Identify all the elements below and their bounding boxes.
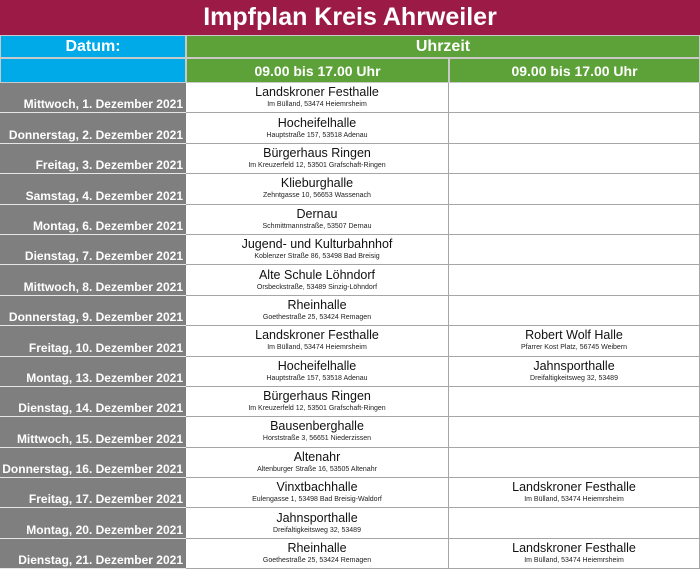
location-cell-col1 xyxy=(186,357,449,387)
location-address: Hauptstraße 157, 53518 Adenau xyxy=(266,374,368,382)
date-cell: Dienstag, 7. Dezember 2021 xyxy=(0,235,186,265)
location-cell-col2 xyxy=(449,539,700,569)
location-cell-col2 xyxy=(449,144,700,174)
location-address: Dreifaltigkeitsweg 32, 53489 xyxy=(273,526,361,534)
location-cell-col1 xyxy=(186,265,449,295)
location-cell-col2 xyxy=(449,265,700,295)
location-cell-col2 xyxy=(449,508,700,538)
table-row xyxy=(0,478,700,508)
location-address: Orsbeckstraße, 53489 Sinzig-Löhndorf xyxy=(256,283,378,291)
location-address: Altenburger Straße 16, 53505 Altenahr xyxy=(257,465,377,473)
location-cell-col2 xyxy=(449,478,700,508)
location-name: Landskroner Festhalle xyxy=(512,480,636,495)
location-name: Landskroner Festhalle xyxy=(255,85,379,100)
location-name: Alte Schule Löhndorf xyxy=(258,267,376,282)
location-name: Vinxtbachhalle xyxy=(276,480,358,495)
time-column-1-header: 09.00 bis 17.00 Uhr xyxy=(186,58,449,83)
location-name: Hocheifelhalle xyxy=(277,115,357,130)
location-cell-col2 xyxy=(449,174,700,204)
date-cell: Mittwoch, 15. Dezember 2021 xyxy=(0,417,186,447)
date-cell: Freitag, 17. Dezember 2021 xyxy=(0,478,186,508)
location-name: Bürgerhaus Ringen xyxy=(263,389,371,404)
location-cell-col2 xyxy=(449,113,700,143)
datum-header: Datum: xyxy=(0,35,186,58)
location-address: Goethestraße 25, 53424 Remagen xyxy=(262,557,372,565)
location-cell-col2 xyxy=(449,235,700,265)
location-cell-col1 xyxy=(186,417,449,447)
location-cell-col2 xyxy=(449,205,700,235)
datum-subheader xyxy=(0,58,186,83)
location-cell-col1 xyxy=(186,174,449,204)
table-row xyxy=(0,265,700,295)
table-row xyxy=(0,144,700,174)
location-name: Bausenberghalle xyxy=(270,419,364,434)
location-cell-col1 xyxy=(186,539,449,569)
location-name: Jugend- und Kulturbahnhof xyxy=(241,237,393,252)
location-address: Koblenzer Straße 86, 53498 Bad Breisig xyxy=(254,253,380,261)
table-row xyxy=(0,508,700,538)
location-name: Rheinhalle xyxy=(287,541,347,556)
location-name: Landskroner Festhalle xyxy=(512,541,636,556)
date-cell: Donnerstag, 16. Dezember 2021 xyxy=(0,448,186,478)
location-address: Hauptstraße 157, 53518 Adenau xyxy=(266,131,368,139)
table-row xyxy=(0,539,700,569)
location-address: Im Bülland, 53474 Heiemrsheim xyxy=(267,344,367,352)
schedule-table xyxy=(0,83,700,569)
date-cell: Freitag, 10. Dezember 2021 xyxy=(0,326,186,356)
date-cell: Mittwoch, 8. Dezember 2021 xyxy=(0,265,186,295)
location-address: Schmittmannstraße, 53507 Dernau xyxy=(262,222,372,230)
location-cell-col1 xyxy=(186,508,449,538)
location-name: Altenahr xyxy=(293,449,341,464)
date-cell: Donnerstag, 2. Dezember 2021 xyxy=(0,113,186,143)
location-name: Bürgerhaus Ringen xyxy=(263,145,371,160)
location-cell-col1 xyxy=(186,83,449,113)
location-name: Landskroner Festhalle xyxy=(255,328,379,343)
location-name: Jahnsporthalle xyxy=(276,510,358,525)
table-row xyxy=(0,113,700,143)
date-cell: Montag, 20. Dezember 2021 xyxy=(0,508,186,538)
date-cell: Dienstag, 14. Dezember 2021 xyxy=(0,387,186,417)
location-address: Dreifaltigkeitsweg 32, 53489 xyxy=(530,374,618,382)
table-row xyxy=(0,387,700,417)
location-address: Pfarrer Kost Platz, 56745 Weibern xyxy=(520,344,628,352)
location-cell-col1 xyxy=(186,448,449,478)
date-cell: Donnerstag, 9. Dezember 2021 xyxy=(0,296,186,326)
date-cell: Freitag, 3. Dezember 2021 xyxy=(0,144,186,174)
table-row xyxy=(0,174,700,204)
location-cell-col2 xyxy=(449,326,700,356)
date-cell: Mittwoch, 1. Dezember 2021 xyxy=(0,83,186,113)
location-cell-col1 xyxy=(186,113,449,143)
location-cell-col1 xyxy=(186,144,449,174)
location-address: Horststraße 3, 56651 Niederzissen xyxy=(262,435,372,443)
table-row xyxy=(0,448,700,478)
location-cell-col2 xyxy=(449,357,700,387)
date-cell: Montag, 13. Dezember 2021 xyxy=(0,357,186,387)
location-cell-col1 xyxy=(186,296,449,326)
location-cell-col2 xyxy=(449,417,700,447)
location-cell-col1 xyxy=(186,205,449,235)
table-row xyxy=(0,83,700,113)
table-row xyxy=(0,235,700,265)
location-address: Im Bülland, 53474 Heiemrsheim xyxy=(524,557,624,565)
time-column-2-header: 09.00 bis 17.00 Uhr xyxy=(449,58,700,83)
date-cell: Dienstag, 21. Dezember 2021 xyxy=(0,539,186,569)
table-row xyxy=(0,326,700,356)
uhrzeit-header: Uhrzeit xyxy=(186,35,700,58)
location-cell-col1 xyxy=(186,235,449,265)
location-address: Goethestraße 25, 53424 Remagen xyxy=(262,313,372,321)
location-cell-col1 xyxy=(186,478,449,508)
location-address: Im Kreuzerfeld 12, 53501 Grafschaft-Ringen xyxy=(248,405,386,413)
location-cell-col1 xyxy=(186,387,449,417)
location-address: Im Bülland, 53474 Heiemrsheim xyxy=(524,496,624,504)
location-name: Dernau xyxy=(296,206,338,221)
table-row xyxy=(0,357,700,387)
location-address: Im Bülland, 53474 Heiemrsheim xyxy=(267,101,367,109)
location-cell-col2 xyxy=(449,448,700,478)
location-address: Eulengasse 1, 53498 Bad Breisig-Waldorf xyxy=(252,496,382,504)
date-cell: Montag, 6. Dezember 2021 xyxy=(0,205,186,235)
date-cell: Samstag, 4. Dezember 2021 xyxy=(0,174,186,204)
location-address: Im Kreuzerfeld 12, 53501 Grafschaft-Ringen xyxy=(248,161,386,169)
table-row xyxy=(0,205,700,235)
location-name: Jahnsporthalle xyxy=(533,358,615,373)
location-address: Zehntgasse 10, 56653 Wassenach xyxy=(263,192,371,200)
location-cell-col2 xyxy=(449,387,700,417)
location-name: Hocheifelhalle xyxy=(277,358,357,373)
table-row xyxy=(0,417,700,447)
location-cell-col2 xyxy=(449,296,700,326)
page-title: Impfplan Kreis Ahrweiler xyxy=(0,0,700,35)
location-name: Robert Wolf Halle xyxy=(525,328,623,343)
location-name: Klieburghalle xyxy=(280,176,354,191)
location-cell-col2 xyxy=(449,83,700,113)
table-row xyxy=(0,296,700,326)
location-name: Rheinhalle xyxy=(287,297,347,312)
location-cell-col1 xyxy=(186,326,449,356)
